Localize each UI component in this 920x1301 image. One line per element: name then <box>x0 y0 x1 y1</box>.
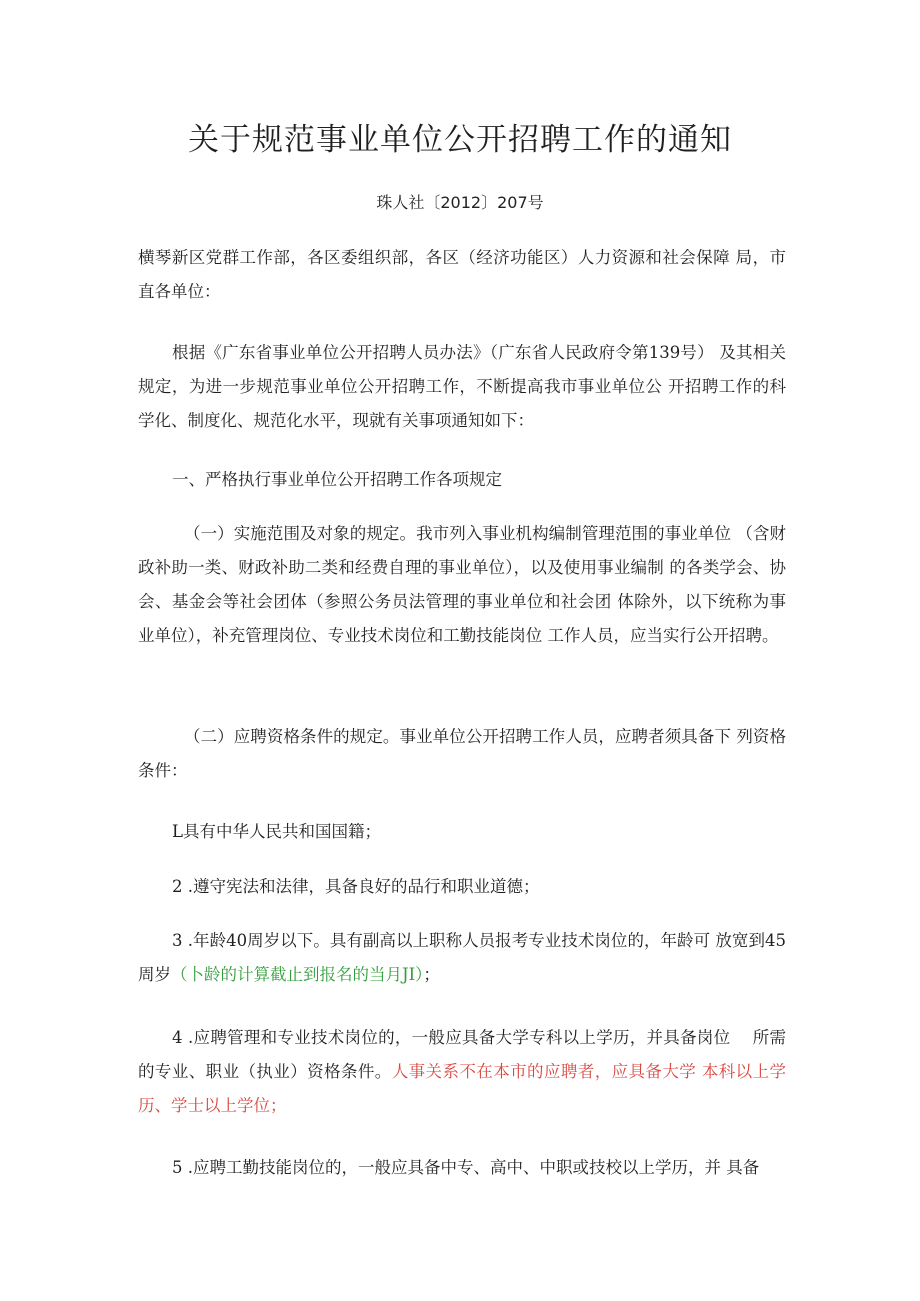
condition-3 <box>138 924 786 992</box>
condition-3-green-note: （卜龄的计算截止到报名的当月JI） <box>171 965 424 984</box>
condition-5: 5 .应聘工勤技能岗位的，一般应具备中专、高中、中职或技校以上学历，并 具备 <box>172 1158 760 1177</box>
intro-paragraph: 根据《广东省事业单位公开招聘人员办法》（广东省人民政府令第139号） 及其相关规定，为进一步规范事业单位公开招聘工作，不断提高我市事业单位公 开招聘工作的科学化、制度化、规范化水平，现就有关事项通知如下： <box>138 343 786 430</box>
item2-paragraph: （二）应聘资格条件的规定。事业单位公开招聘工作人员，应聘者须具备下 列资格条件： <box>138 727 786 780</box>
condition-3-end: ； <box>423 965 440 984</box>
condition-4-text: 4 .应聘管理和专业技术岗位的，一般应具备大学专科以上学历，并具备岗位 所需的专业、职业（执业）资格条件。 <box>138 1028 786 1081</box>
section1-heading: 一、严格执行事业单位公开招聘工作各项规定 <box>172 470 502 489</box>
condition-3-text: 3 .年龄40周岁以下。具有副高以上职称人员报考专业技术岗位的，年龄可 放宽到45周岁 <box>138 931 786 984</box>
item1-paragraph: （一）实施范围及对象的规定。我市列入事业机构编制管理范围的事业单位 （含财政补助一类、财政补助二类和经费自理的事业单位），以及使用事业编制 的各类学会、协会、基金会等社会团体（参照公务员法管理的事业单位和社会团 体除外，以下统称为事业单位），补充管理岗位、专业技术岗位和工勤技能岗位 工作人员，应当实行公开招聘。 <box>138 524 786 645</box>
condition-1: L具有中华人民共和国国籍； <box>172 822 381 841</box>
document-number: 珠人社〔2012〕207号 <box>376 193 544 212</box>
condition-2: 2 .遵守宪法和法律，具备良好的品行和职业道德； <box>172 877 540 896</box>
document-title: 关于规范事业单位公开招聘工作的通知 <box>188 122 732 158</box>
condition-4-red-note: 人事关系不在本市的应聘者，应具备大学 本科以上学历、学士以上学位； <box>138 1062 786 1115</box>
addressee-paragraph: 横琴新区党群工作部，各区委组织部，各区（经济功能区）人力资源和社会保障 局，市直各单位： <box>138 248 786 301</box>
condition-4 <box>138 1021 786 1123</box>
